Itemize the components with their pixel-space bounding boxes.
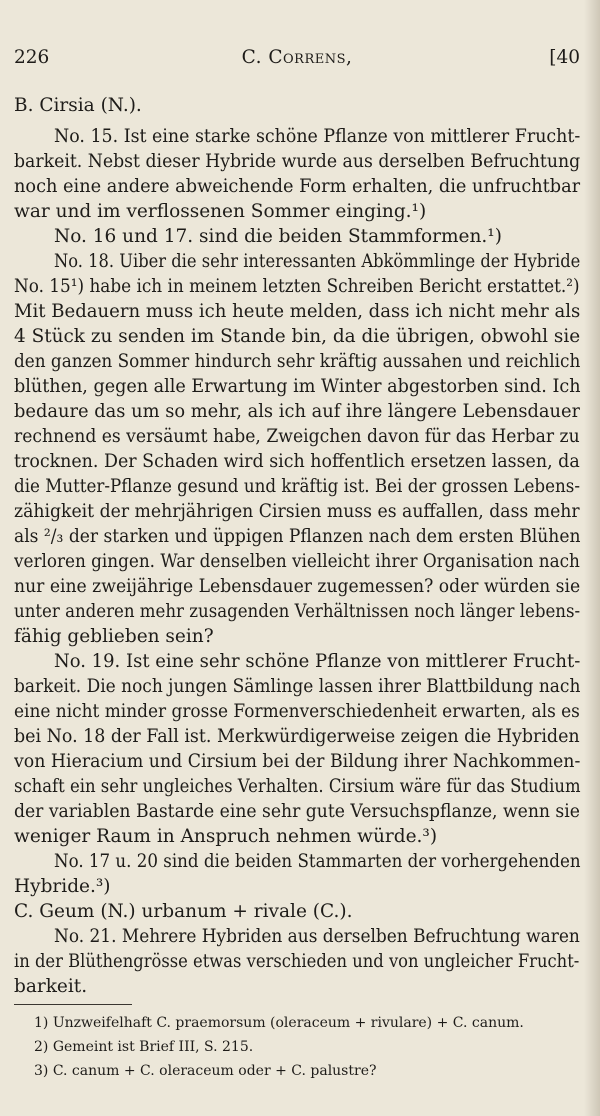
- para-18-line: den ganzen Sommer hindurch sehr kräftig aussahen und reichlich: [14, 351, 581, 372]
- para-18-line: No. 15¹) habe ich in meinem letzten Schreiben Bericht erstattet.²): [14, 276, 580, 297]
- para-18-line: bedaure das um so mehr, als ich auf ihre längere Lebensdauer: [14, 401, 581, 422]
- letter-reference: [40: [549, 47, 580, 68]
- para-21-line: in der Blüthengrösse etwas verschieden und von ungleicher Frucht-: [14, 951, 580, 972]
- footnote-1: 1) Unzweifelhaft C. praemorsum (oleraceum + rivulare) + C. canum.: [34, 1015, 524, 1031]
- stammformen-line: No. 16 und 17. sind die beiden Stammformen.¹): [54, 226, 502, 247]
- para-19-line: eine nicht minder grosse Formenverschiedenheit erwarten, als es: [14, 701, 580, 722]
- stammarten-line: No. 17 u. 20 sind die beiden Stammarten der vorhergehenden: [54, 851, 581, 872]
- para-18-line: 4 Stück zu senden im Stande bin, da die übrigen, obwohl sie: [14, 326, 581, 347]
- footnote-divider: [14, 1004, 132, 1005]
- para-19-line: No. 19. Ist eine sehr schöne Pflanze von mittlerer Frucht-: [54, 651, 581, 672]
- para-18-line: verloren gingen. War denselben vielleicht ihrer Organisation nach: [14, 551, 580, 572]
- para-19-line: barkeit. Die noch jungen Sämlinge lassen ihrer Blattbildung nach: [14, 676, 581, 697]
- para-19-line: weniger Raum in Anspruch nehmen würde.³): [14, 826, 438, 847]
- para-19-line: bei No. 18 der Fall ist. Merkwürdigerweise zeigen die Hybriden: [14, 726, 580, 747]
- page-header: [14, 47, 580, 75]
- section-heading-geum: C. Geum (N.) urbanum + rivale (C.).: [14, 901, 353, 922]
- page-number: 226: [14, 47, 50, 68]
- para-18-line: nur eine zweijährige Lebensdauer zugemessen? oder würden sie: [14, 576, 581, 597]
- para-18-line: trocknen. Der Schaden wird sich hoffentlich ersetzen lassen, da: [14, 451, 580, 472]
- para-18-line: No. 18. Uiber die sehr interessanten Abkömmlinge der Hybride: [54, 251, 581, 272]
- para-15-line: barkeit. Nebst dieser Hybride wurde aus derselben Befruchtung: [14, 151, 581, 172]
- section-heading-cirsia: B. Cirsia (N.).: [14, 95, 142, 116]
- para-18-line: zähigkeit der mehrjährigen Cirsien muss es auffallen, dass mehr: [14, 501, 580, 522]
- para-18-line: unter anderen mehr zusagenden Verhältnissen noch länger lebens-: [14, 601, 581, 622]
- para-18-line: als ²/₃ der starken und üppigen Pflanzen nach dem ersten Blühen: [14, 526, 581, 547]
- para-15-line: war und im verflossenen Sommer einging.¹): [14, 201, 427, 222]
- running-title: C. Correns,: [241, 47, 353, 68]
- para-18-line: blüthen, gegen alle Erwartung im Winter abgestorben sind. Ich: [14, 376, 581, 397]
- para-21-line: No. 21. Mehrere Hybriden aus derselben Befruchtung waren: [54, 926, 580, 947]
- stammarten-line: Hybride.³): [14, 876, 111, 897]
- para-15-line: No. 15. Ist eine starke schöne Pflanze von mittlerer Frucht-: [54, 126, 581, 147]
- para-18-line: fähig geblieben sein?: [14, 626, 214, 647]
- para-15-line: noch eine andere abweichende Form erhalten, die unfruchtbar: [14, 176, 581, 197]
- para-21-line: barkeit.: [14, 976, 88, 997]
- para-19-line: schaft ein sehr ungleiches Verhalten. Cirsium wäre für das Studium: [14, 776, 581, 797]
- page-edge-shadow: [584, 0, 600, 1116]
- para-18-line: rechnend es versäumt habe, Zweigchen davon für das Herbar zu: [14, 426, 580, 447]
- footnote-2: 2) Gemeint ist Brief III, S. 215.: [34, 1039, 254, 1055]
- para-19-line: der variablen Bastarde eine sehr gute Versuchspflanze, wenn sie: [14, 801, 580, 822]
- para-19-line: von Hieracium und Cirsium bei der Bildung ihrer Nachkommen-: [14, 751, 581, 772]
- footnote-3: 3) C. canum + C. oleraceum oder + C. palustre?: [34, 1063, 377, 1079]
- para-18-line: Mit Bedauern muss ich heute melden, dass ich nicht mehr als: [14, 301, 581, 322]
- para-18-line: die Mutter-Pflanze gesund und kräftig ist. Bei der grossen Lebens-: [14, 476, 580, 497]
